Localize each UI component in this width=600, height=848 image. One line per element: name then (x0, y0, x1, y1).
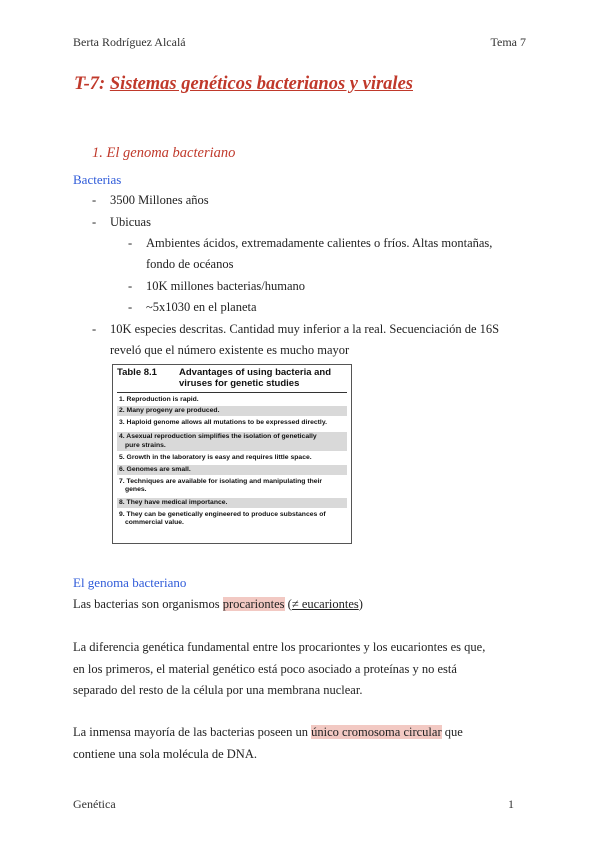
table-row: 5. Growth in the laboratory is easy and requires little space. (119, 454, 312, 461)
table-row: 1. Reproduction is rapid. (119, 396, 199, 403)
table-row: 8. They have medical importance. (117, 498, 347, 508)
page-title (74, 74, 413, 95)
list-dash: - (92, 322, 97, 336)
header-topic: Tema 7 (490, 35, 526, 49)
list-item: 10K especies descritas. Cantidad muy inferior a la real. Secuenciación de 16S (110, 322, 500, 336)
bacterias-heading: Bacterias (73, 172, 122, 187)
paragraph-line: en los primeros, el material genético está poco asociado a proteínas y no está (73, 662, 457, 676)
not-eucariontes: ≠ eucariontes (291, 597, 359, 611)
section-heading: 1. El genoma bacteriano (92, 145, 236, 161)
list-item: 10K millones bacterias/humano (146, 279, 305, 293)
list-item: reveló que el número existente es mucho mayor (110, 343, 350, 357)
title-prefix: T-7: (74, 74, 110, 94)
paragraph-line: La diferencia genética fundamental entre los procariontes y los eucariontes es que, (73, 640, 486, 654)
list-dash: - (128, 279, 133, 293)
table-row: 4. Asexual reproduction simplifies the isolation of genetically (117, 432, 347, 442)
footer-subject: Genética (73, 797, 116, 811)
text-run: ) (358, 597, 363, 611)
text-run: ( (284, 597, 292, 611)
genoma-heading: El genoma bacteriano (73, 575, 187, 590)
paragraph-procariontes (73, 597, 363, 612)
list-dash: - (128, 236, 133, 250)
table-row: 7. Techniques are available for isolating and manipulating their (119, 478, 323, 485)
page-number: 1 (508, 797, 514, 811)
list-item: Ubicuas (110, 215, 151, 229)
title-main: Sistemas genéticos bacterianos y virales (109, 74, 413, 94)
advantages-table (112, 364, 352, 544)
table-label: Table 8.1 (117, 367, 157, 378)
list-dash: - (92, 215, 97, 229)
paragraph-line: contiene una sola molécula de DNA. (73, 747, 257, 761)
list-item: 3500 Millones años (110, 193, 209, 207)
list-item: Ambientes ácidos, extremadamente calientes o fríos. Altas montañas, (146, 236, 493, 250)
table-row: 6. Genomes are small. (117, 465, 347, 475)
table-row: pure strains. (117, 442, 347, 451)
highlight-procariontes: procariontes (222, 597, 285, 611)
table-row: 9. They can be genetically engineered to produce substances of (119, 511, 326, 518)
table-row: 2. Many progeny are produced. (117, 406, 347, 416)
header-author: Berta Rodríguez Alcalá (73, 35, 186, 49)
table-rule (117, 392, 347, 393)
table-title: Advantages of using bacteria and viruses for genetic studies (179, 367, 332, 389)
highlight-cromosoma: único cromosoma circular (311, 725, 442, 739)
list-dash: - (128, 300, 133, 314)
paragraph-cromosoma (73, 725, 463, 740)
table-row: commercial value. (125, 519, 184, 526)
text-run: que (441, 725, 463, 739)
list-item: ~5x1030 en el planeta (146, 300, 257, 314)
table-row: 3. Haploid genome allows all mutations to be expressed directly. (119, 419, 327, 426)
text-run: Las bacterias son organismos (73, 597, 223, 611)
list-dash: - (92, 193, 97, 207)
paragraph-line: separado del resto de la célula por una membrana nuclear. (73, 683, 363, 697)
text-run: La inmensa mayoría de las bacterias poseen un (73, 725, 312, 739)
table-row: genes. (125, 486, 147, 493)
list-item: fondo de océanos (146, 257, 234, 271)
